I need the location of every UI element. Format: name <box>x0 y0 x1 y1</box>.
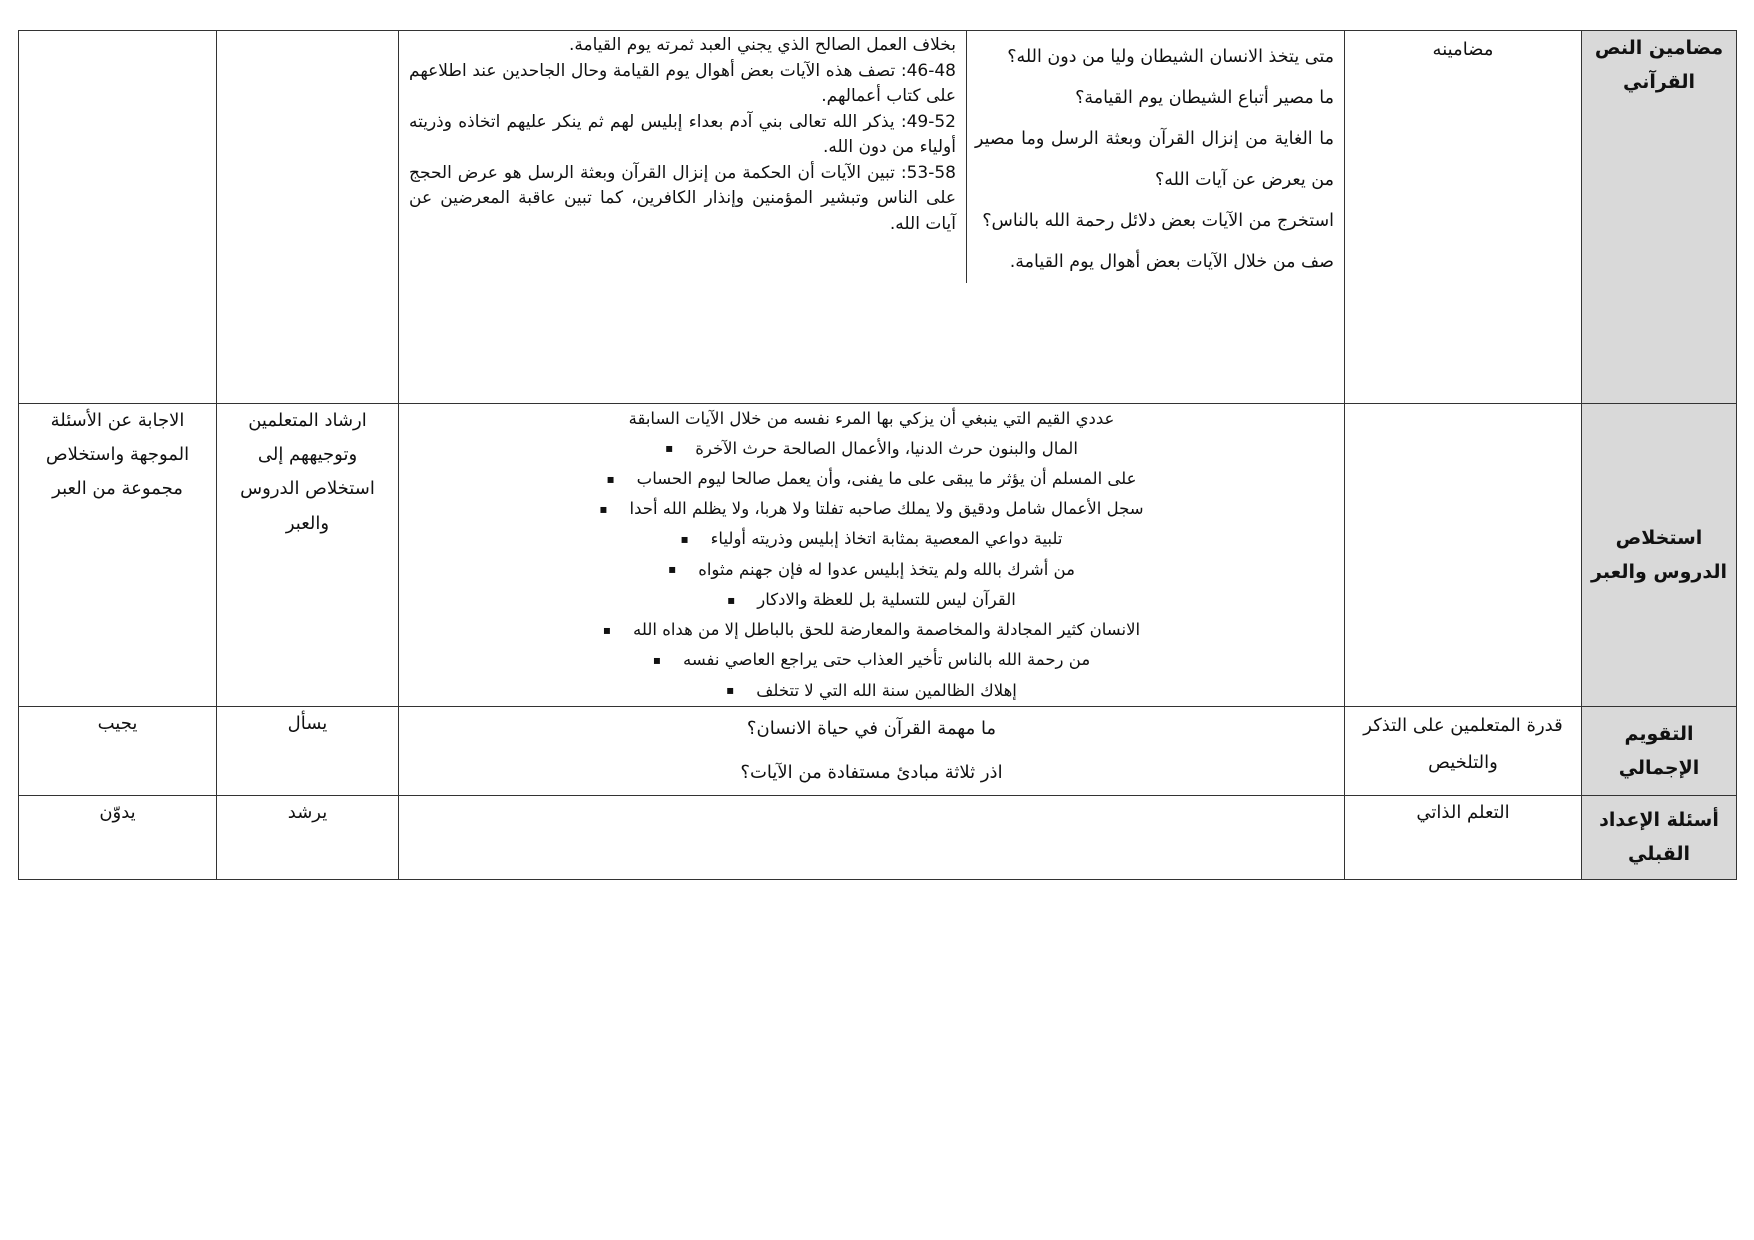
note-item: 49-52: يذكر الله تعالى بني آدم بعداء إبليس لهم ثم ينكر عليهم اتخاذه وذريته أولياء من دون الله. <box>409 111 956 157</box>
row-heading: التقويم الإجمالي <box>1582 706 1737 795</box>
table-row <box>19 404 1737 707</box>
list-item: سجل الأعمال شامل ودقيق ولا يملك صاحبه تفلتا ولا هربا، ولا يظلم الله أحدا ▪ <box>399 494 1344 524</box>
list-item: المال والبنون حرث الدنيا، والأعمال الصالحة حرث الآخرة ▪ <box>399 434 1344 464</box>
teacher-activity-cell <box>217 31 399 404</box>
question-item: صف من خلال الآيات بعض أهوال يوم القيامة. <box>1009 252 1334 272</box>
question-item: استخرج من الآيات بعض دلائل رحمة الله بالناس؟ <box>982 211 1334 231</box>
notes-column <box>399 31 966 283</box>
lessons-cell <box>399 404 1345 707</box>
learner-activity-cell: الاجابة عن الأسئلة الموجهة واستخلاص مجموعة من العبر <box>19 404 217 707</box>
evaluation-cell <box>399 706 1345 795</box>
learner-activity-cell: يجيب <box>19 706 217 795</box>
learner-activity-cell <box>19 31 217 404</box>
objective-cell <box>1345 404 1582 707</box>
list-item: القرآن ليس للتسلية بل للعظة والادكار ▪ <box>399 585 1344 615</box>
list-item: من رحمة الله بالناس تأخير العذاب حتى يراجع العاصي نفسه ▪ <box>399 645 1344 675</box>
teacher-activity-cell: يسأل <box>217 706 399 795</box>
content-cell <box>399 31 1345 404</box>
list-item: تلبية دواعي المعصية بمثابة اتخاذ إبليس وذريته أولياء ▪ <box>399 524 1344 554</box>
note-item: 46-48: تصف هذه الآيات بعض أهوال يوم القيامة وحال الجاحدين عند اطلاعهم على كتاب أعمالهم. <box>409 60 956 106</box>
objective-cell: التعلم الذاتي <box>1345 795 1582 879</box>
table-row <box>19 795 1737 879</box>
question-item: ما مهمة القرآن في حياة الانسان؟ <box>746 717 997 739</box>
note-item: 53-58: تبين الآيات أن الحكمة من إنزال القرآن وبعثة الرسل هو عرض الحجج على الناس وتبشير المؤمنين وإنذار الكافرين، كما تبين عاقبة المعرضين عن آيات الله. <box>409 162 956 234</box>
table-row <box>19 31 1737 404</box>
list-item: من أشرك بالله ولم يتخذ إبليس عدوا له فإن جهنم مثواه ▪ <box>399 555 1344 585</box>
row-heading: استخلاص الدروس والعبر <box>1582 404 1737 707</box>
list-item: إهلاك الظالمين سنة الله التي لا تتخلف ▪ <box>399 676 1344 706</box>
lessons-intro: عددي القيم التي ينبغي أن يزكي بها المرء نفسه من خلال الآيات السابقة <box>628 409 1115 428</box>
lessons-list <box>399 434 1344 706</box>
table-row <box>19 706 1737 795</box>
questions-column <box>966 31 1344 283</box>
learner-activity-cell: يدوّن <box>19 795 217 879</box>
content-cell <box>399 795 1345 879</box>
list-item: الانسان كثير المجادلة والمخاصمة والمعارضة للحق بالباطل إلا من هداه الله ▪ <box>399 615 1344 645</box>
objective-cell: مضامينه <box>1345 31 1582 404</box>
lesson-plan-page <box>18 30 1736 880</box>
question-item: ما مصير أتباع الشيطان يوم القيامة؟ <box>1075 88 1334 108</box>
teacher-activity-cell: يرشد <box>217 795 399 879</box>
question-item: متى يتخذ الانسان الشيطان وليا من دون الله؟ <box>1007 47 1334 67</box>
question-item: اذر ثلاثة مبادئ مستفادة من الآيات؟ <box>740 761 1003 783</box>
note-item: بخلاف العمل الصالح الذي يجني العبد ثمرته يوم القيامة. <box>568 35 956 55</box>
list-item: على المسلم أن يؤثر ما يبقى على ما يفنى، وأن يعمل صالحا ليوم الحساب ▪ <box>399 464 1344 494</box>
objective-cell: قدرة المتعلمين على التذكر والتلخيص <box>1345 706 1582 795</box>
lesson-plan-table <box>18 30 1737 880</box>
question-item: ما الغاية من إنزال القرآن وبعثة الرسل وما مصير من يعرض عن آيات الله؟ <box>975 129 1334 190</box>
teacher-activity-cell: ارشاد المتعلمين وتوجيههم إلى استخلاص الدروس والعبر <box>217 404 399 707</box>
row-heading: أسئلة الإعداد القبلي <box>1582 795 1737 879</box>
row-heading: مضامين النص القرآني <box>1582 31 1737 404</box>
